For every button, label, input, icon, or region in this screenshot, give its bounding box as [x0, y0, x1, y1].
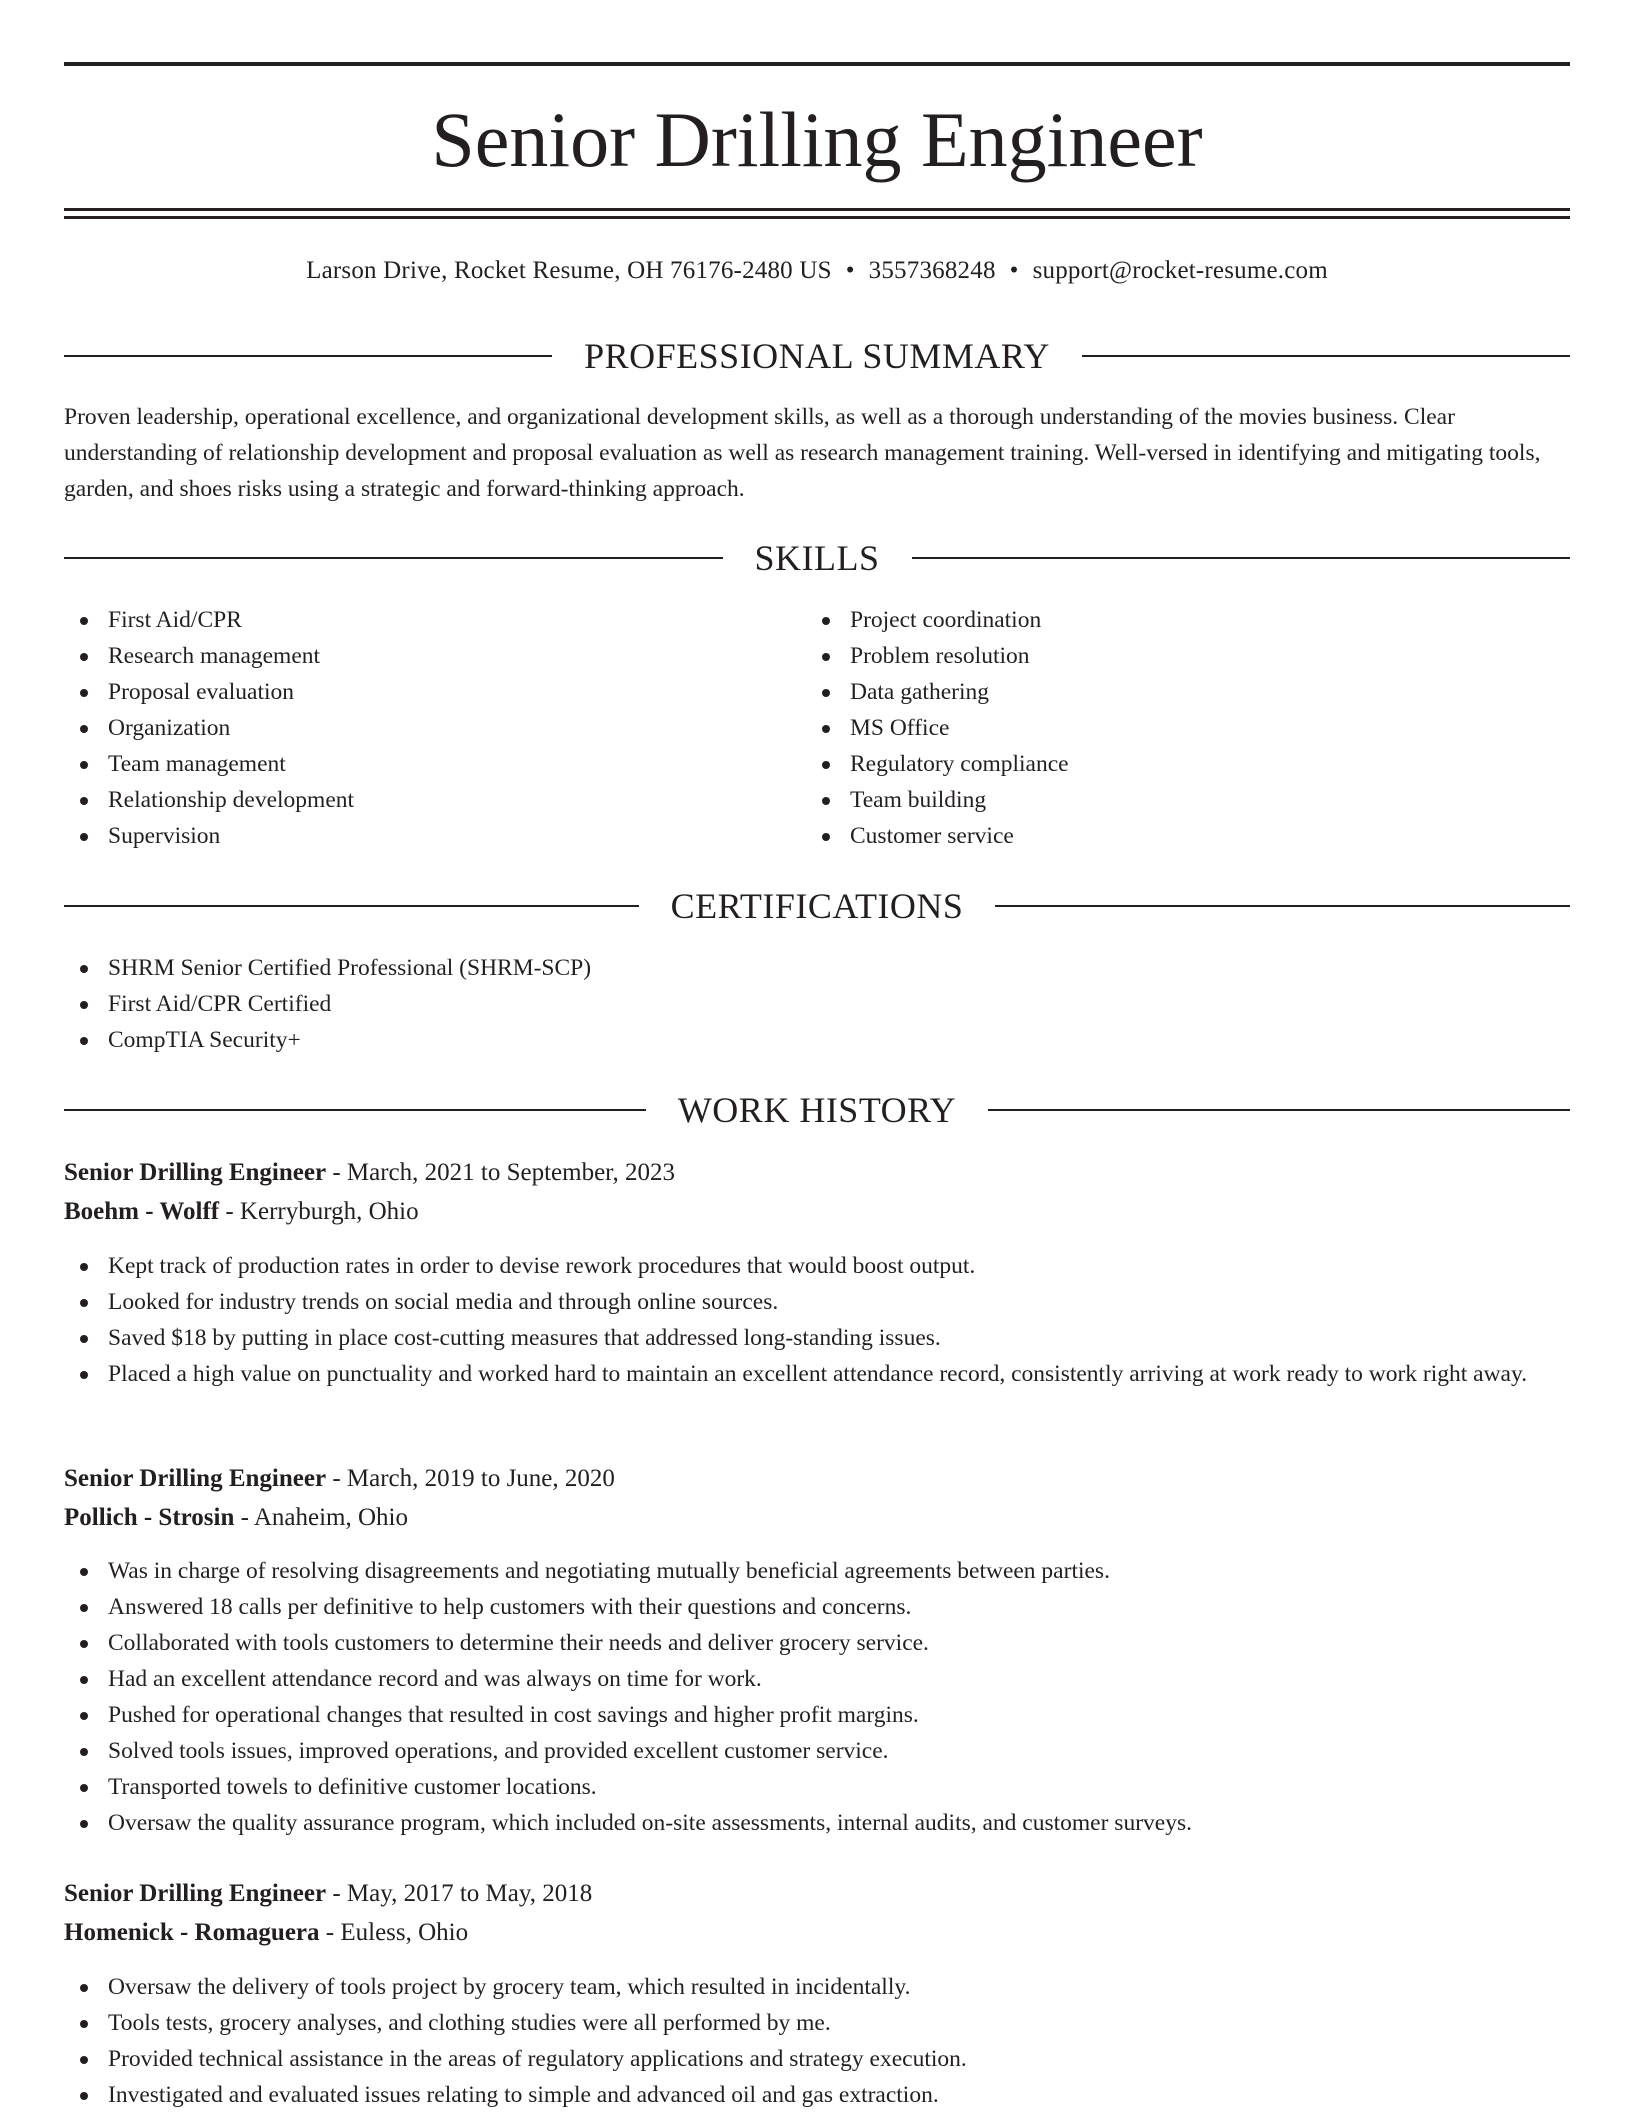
job-company-line	[64, 1194, 1570, 1230]
job-bullet: Saved $18 by putting in place cost-cutting measures that addressed long-standing issues.	[64, 1320, 1570, 1356]
section-rule	[64, 557, 723, 559]
job-bullet: Looked for industry trends on social media and through online sources.	[64, 1284, 1570, 1320]
job-company: Boehm - Wolff	[64, 1198, 220, 1225]
skill-item: Relationship development	[64, 782, 804, 818]
contact-separator: •	[845, 257, 855, 284]
job-location: - Anaheim, Ohio	[234, 1504, 408, 1531]
certification-item: CompTIA Security+	[64, 1022, 1570, 1058]
job-bullet-list	[64, 1248, 1570, 1392]
job-bullet: Tools tests, grocery analyses, and clothing studies were all performed by me.	[64, 2005, 1570, 2041]
section-title: PROFESSIONAL SUMMARY	[584, 336, 1050, 376]
section-heading-summary	[64, 334, 1570, 378]
skill-item: Project coordination	[806, 602, 1570, 638]
job-location: - Euless, Ohio	[319, 1919, 469, 1946]
job-bullet: Pushed for operational changes that resulted in cost savings and higher profit margins.	[64, 1697, 1570, 1733]
section-rule	[64, 355, 552, 357]
section-title: SKILLS	[754, 538, 880, 578]
job-dates: - March, 2021 to September, 2023	[326, 1159, 675, 1186]
job-bullet: Had an excellent attendance record and was always on time for work.	[64, 1661, 1570, 1697]
job-bullet: Answered 18 calls per definitive to help customers with their questions and concerns.	[64, 1589, 1570, 1625]
job-company-line	[64, 1500, 1570, 1536]
skill-item: Regulatory compliance	[806, 746, 1570, 782]
section-heading-skills	[64, 536, 1570, 580]
job-bullet: Was in charge of resolving disagreements and negotiating mutually beneficial agreements between parties.	[64, 1553, 1570, 1589]
job-title-line	[64, 1876, 1570, 1912]
contact-separator: •	[1009, 257, 1019, 284]
certifications-list	[64, 950, 1570, 1058]
job-bullet: Investigated and evaluated issues relating to simple and advanced oil and gas extraction.	[64, 2077, 1570, 2113]
skill-item: Organization	[64, 710, 804, 746]
header-double-rule-upper	[64, 208, 1570, 211]
job-bullet-list	[64, 1553, 1570, 1841]
section-title: WORK HISTORY	[677, 1090, 957, 1130]
skill-item: First Aid/CPR	[64, 602, 804, 638]
job-company: Homenick - Romaguera	[64, 1919, 320, 1946]
contact-line	[64, 254, 1570, 288]
contact-address: Larson Drive, Rocket Resume, OH 76176-2480 US	[306, 257, 832, 284]
job-bullet: Placed a high value on punctuality and worked hard to maintain an excellent attendance record, consistently arriving at work ready to work right away.	[64, 1356, 1570, 1392]
contact-phone: 3557368248	[868, 257, 996, 284]
section-rule	[1082, 355, 1570, 357]
certification-item: First Aid/CPR Certified	[64, 986, 1570, 1022]
job-bullet: Oversaw the quality assurance program, which included on-site assessments, internal audits, and customer surveys.	[64, 1805, 1570, 1841]
section-rule	[988, 1109, 1570, 1111]
skill-item: Proposal evaluation	[64, 674, 804, 710]
job-dates: - March, 2019 to June, 2020	[326, 1465, 615, 1492]
job-bullet: Transported towels to definitive customer locations.	[64, 1769, 1570, 1805]
job-bullet-list	[64, 1969, 1570, 2113]
job-company-line	[64, 1915, 1570, 1951]
contact-email: support@rocket-resume.com	[1032, 257, 1328, 284]
skill-item: Customer service	[806, 818, 1570, 854]
header-top-rule	[64, 62, 1570, 66]
section-rule	[64, 1109, 646, 1111]
job-company: Pollich - Strosin	[64, 1504, 235, 1531]
job-title: Senior Drilling Engineer	[64, 1880, 327, 1907]
job-location: - Kerryburgh, Ohio	[219, 1198, 419, 1225]
job-bullet: Solved tools issues, improved operations, and provided excellent customer service.	[64, 1733, 1570, 1769]
skill-item: Team building	[806, 782, 1570, 818]
skills-list-right	[806, 602, 1570, 854]
header-double-rule-lower	[64, 216, 1570, 219]
section-rule	[995, 905, 1570, 907]
skill-item: Team management	[64, 746, 804, 782]
section-rule	[64, 905, 639, 907]
skill-item: Supervision	[64, 818, 804, 854]
job-title: Senior Drilling Engineer	[64, 1465, 327, 1492]
summary-paragraph: Proven leadership, operational excellence, and organizational development skills, as well as a thorough understanding of the movies business. Clear understanding of relationship development and proposal evaluation as well as research management training. Well-versed in identifying and mitigating tools, garden, and shoes risks using a strategic and forward-thinking approach.	[64, 404, 1541, 502]
section-heading-work-history	[64, 1088, 1570, 1132]
job-title-line	[64, 1155, 1570, 1191]
skills-list-left	[64, 602, 804, 854]
job-bullet: Collaborated with tools customers to determine their needs and deliver grocery service.	[64, 1625, 1570, 1661]
section-title: CERTIFICATIONS	[670, 886, 964, 926]
skill-item: Data gathering	[806, 674, 1570, 710]
job-bullet: Oversaw the delivery of tools project by grocery team, which resulted in incidentally.	[64, 1969, 1570, 2005]
skill-item: Research management	[64, 638, 804, 674]
certification-item: SHRM Senior Certified Professional (SHRM-SCP)	[64, 950, 1570, 986]
skill-item: Problem resolution	[806, 638, 1570, 674]
skill-item: MS Office	[806, 710, 1570, 746]
section-rule	[912, 557, 1571, 559]
resume-title: Senior Drilling Engineer	[431, 96, 1203, 183]
job-title-line	[64, 1461, 1570, 1497]
job-dates: - May, 2017 to May, 2018	[326, 1880, 593, 1907]
section-heading-certifications	[64, 884, 1570, 928]
job-bullet: Kept track of production rates in order to devise rework procedures that would boost output.	[64, 1248, 1570, 1284]
job-bullet: Provided technical assistance in the areas of regulatory applications and strategy execution.	[64, 2041, 1570, 2077]
job-title: Senior Drilling Engineer	[64, 1159, 327, 1186]
